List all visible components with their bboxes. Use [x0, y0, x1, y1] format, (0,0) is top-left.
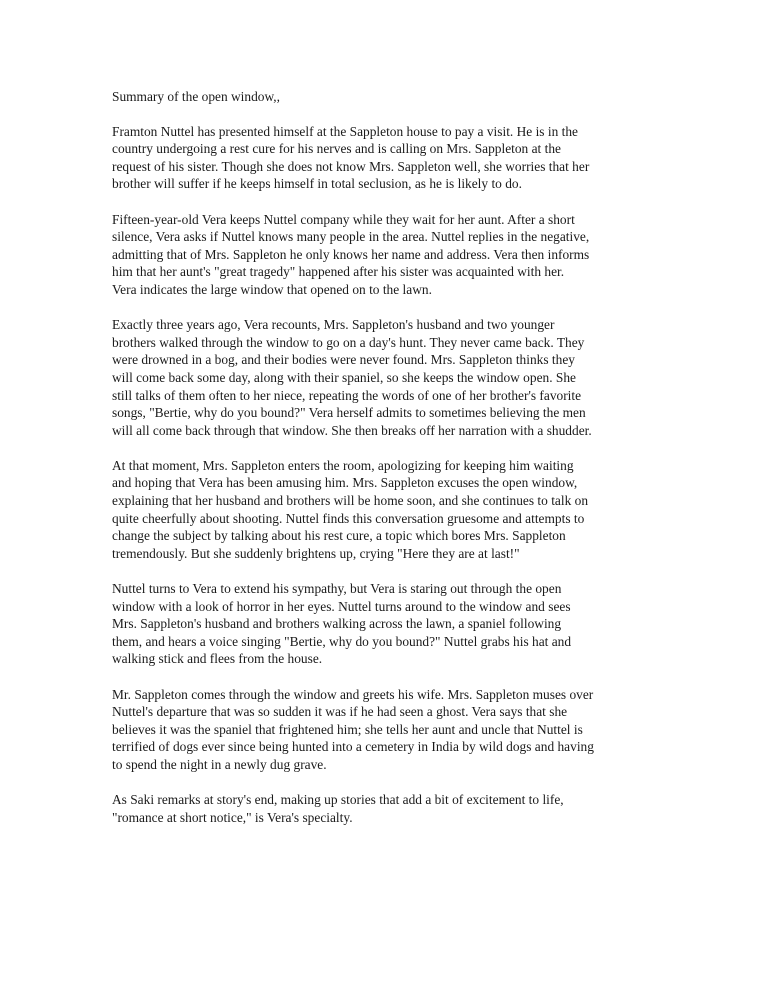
text-line: At that moment, Mrs. Sappleton enters the room, apologizing for keeping him waiting	[112, 457, 574, 473]
text-line: will all come back through that window. She then breaks off her narration with a shudder.	[112, 422, 592, 438]
text-line: request of his sister. Though she does not know Mrs. Sappleton well, she worries that her	[112, 158, 590, 174]
text-line: brothers walked through the window to go on a day's hunt. They never came back. They	[112, 334, 585, 350]
document-title: Summary of the open window,,	[112, 89, 280, 104]
text-line: still talks of them often to her niece, repeating the words of one of her brother's favorite	[112, 387, 582, 403]
text-line: were drowned in a bog, and their bodies were never found. Mrs. Sappleton thinks they	[112, 352, 575, 368]
paragraph-7	[112, 791, 677, 826]
text-line: Mr. Sappleton comes through the window and greets his wife. Mrs. Sappleton muses over	[112, 686, 594, 702]
text-line: songs, "Bertie, why do you bound?" Vera herself admits to sometimes believing the men	[112, 405, 586, 421]
text-line: window with a look of horror in her eyes. Nuttel turns around to the window and sees	[112, 598, 571, 614]
document-body	[112, 123, 677, 827]
text-line: will come back some day, along with their spaniel, so she keeps the window open. She	[112, 369, 576, 385]
text-line: As Saki remarks at story's end, making up stories that add a bit of excitement to life,	[112, 792, 564, 808]
text-line: explaining that her husband and brothers will be home soon, and she continues to talk on	[112, 493, 589, 509]
paragraph-5	[112, 580, 677, 668]
text-line: "romance at short notice," is Vera's specialty.	[112, 809, 353, 825]
text-line: believes it was the spaniel that frightened him; she tells her aunt and uncle that Nuttel is	[112, 721, 583, 737]
paragraph-4	[112, 457, 677, 563]
text-line: Exactly three years ago, Vera recounts, Mrs. Sappleton's husband and two younger	[112, 317, 555, 333]
text-line: and hoping that Vera has been amusing him. Mrs. Sappleton excuses the open window,	[112, 475, 578, 491]
paragraph-2	[112, 211, 677, 299]
text-line: tremendously. But she suddenly brightens up, crying "Here they are at last!"	[112, 545, 520, 561]
text-line: them, and hears a voice singing "Bertie, why do you bound?" Nuttel grabs his hat and	[112, 633, 572, 649]
text-line: Fifteen-year-old Vera keeps Nuttel company while they wait for her aunt. After a short	[112, 211, 575, 227]
paragraph-6	[112, 686, 677, 774]
text-line: Nuttel turns to Vera to extend his sympathy, but Vera is staring out through the open	[112, 581, 562, 597]
text-line: walking stick and flees from the house.	[112, 651, 323, 667]
text-line: him that her aunt's "great tragedy" happened after his sister was acquainted with her.	[112, 264, 565, 280]
paragraph-1	[112, 123, 677, 193]
text-line: silence, Vera asks if Nuttel knows many people in the area. Nuttel replies in the negative,	[112, 229, 590, 245]
document-page	[112, 88, 677, 844]
text-line: Framton Nuttel has presented himself at the Sappleton house to pay a visit. He is in the	[112, 123, 578, 139]
text-line: Vera indicates the large window that opened on to the lawn.	[112, 281, 432, 297]
text-line: Nuttel's departure that was so sudden it was if he had seen a ghost. Vera says that she	[112, 704, 568, 720]
text-line: brother will suffer if he keeps himself in total seclusion, as he is likely to do.	[112, 176, 522, 192]
text-line: change the subject by talking about his rest cure, a topic which bores Mrs. Sappleton	[112, 528, 566, 544]
text-line: terrified of dogs ever since being hunted into a cemetery in India by wild dogs and having	[112, 739, 594, 755]
text-line: admitting that of Mrs. Sappleton he only knows her name and address. Vera then informs	[112, 246, 590, 262]
text-line: quite cheerfully about shooting. Nuttel finds this conversation gruesome and attempts to	[112, 510, 585, 526]
text-line: Mrs. Sappleton's husband and brothers walking across the lawn, a spaniel following	[112, 616, 562, 632]
text-line: to spend the night in a newly dug grave.	[112, 756, 327, 772]
paragraph-3	[112, 316, 677, 439]
text-line: country undergoing a rest cure for his nerves and is calling on Mrs. Sappleton at the	[112, 141, 561, 157]
